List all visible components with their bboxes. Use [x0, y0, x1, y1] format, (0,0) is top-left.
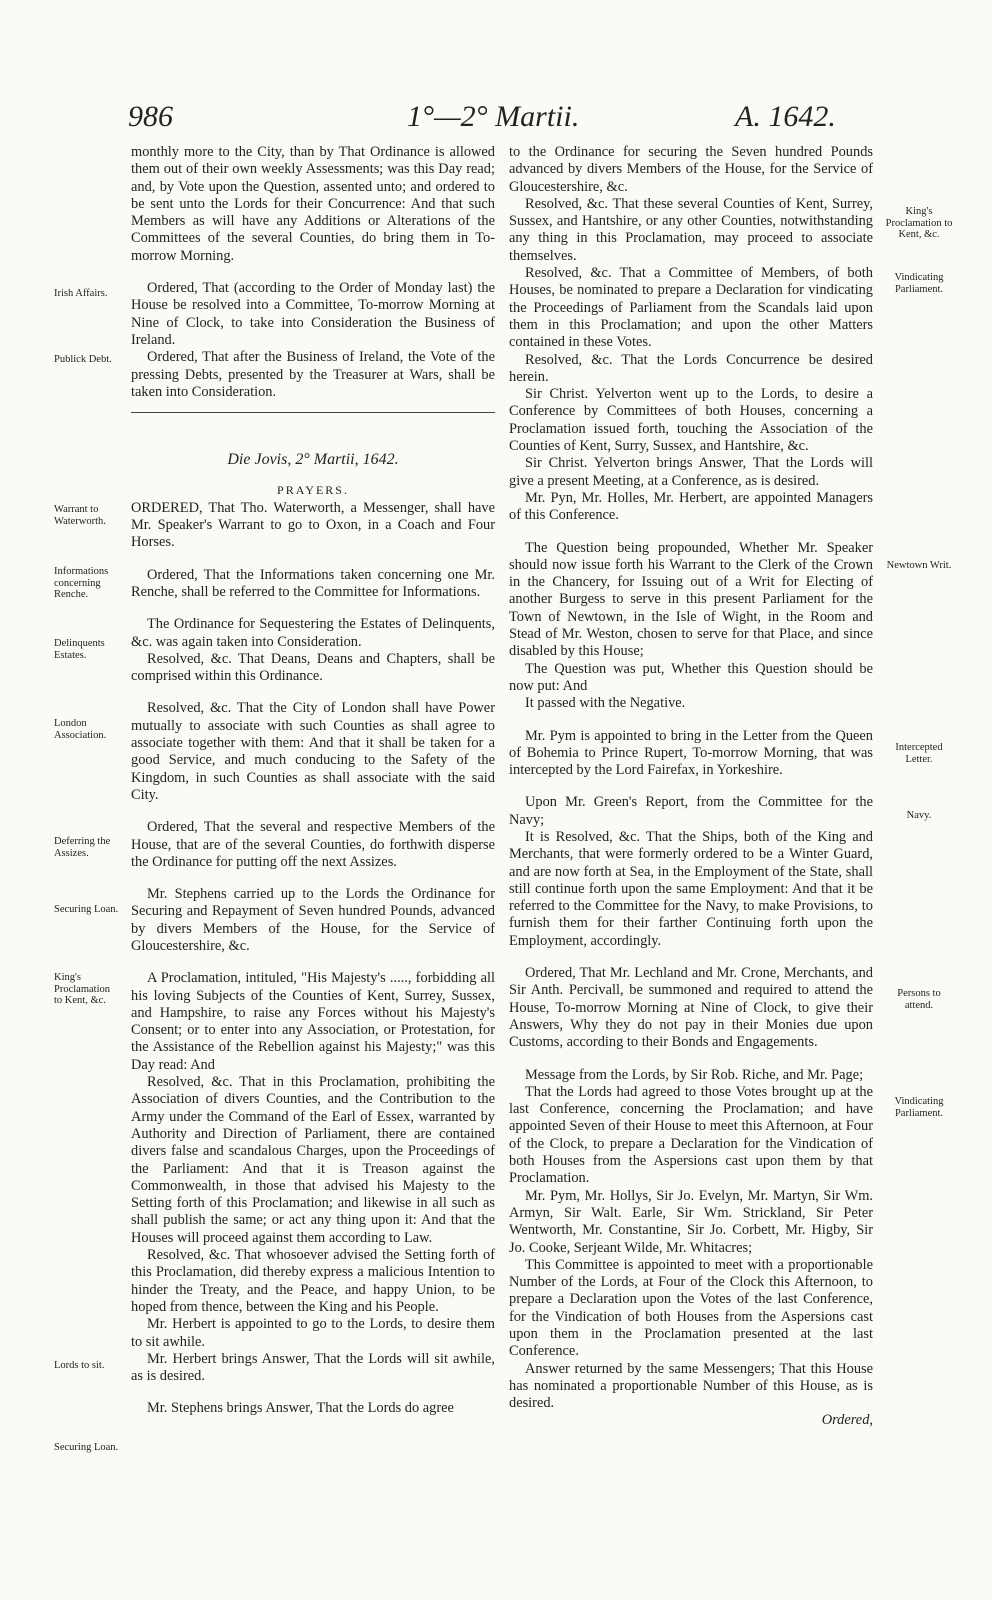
paragraph: to the Ordinance for securing the Seven hundred Pounds advanced by divers Members of the House, for the Service of Gloucestershire, &c. — [509, 144, 873, 195]
paragraph: Mr. Herbert is appointed to go to the Lords, to desire them to sit awhile. — [131, 1316, 495, 1350]
paragraph: Sir Christ. Yelverton went up to the Lords, to desire a Conference by Committees of both Houses, concerning a Proclamation issued forth, touching the Association of the Counties of Kent, Surry, Sussex, and Hantshire, &c. — [509, 386, 873, 455]
paragraph: This Committee is appointed to meet with a proportionable Number of the Lords, at Four of the Clock this Afternoon, to prepare a Declaration upon the Votes of the last Conference, for the Vindication of both Houses from the Aspersions cast upon them in the Proclamation presented at the last Conference. — [509, 1256, 873, 1360]
paragraph: The Question was put, Whether this Question should be now put: And — [509, 660, 873, 694]
page-year: A. 1642. — [735, 100, 836, 133]
paragraph: Ordered, That the several and respective Members of the House, that are of the several Counties, do forthwith disperse the Ordinance for putting off the next Assizes. — [131, 819, 495, 870]
margin-note: King's Proclamation to Kent, &c. — [54, 972, 110, 1006]
margin-note: London Association. — [54, 718, 107, 741]
paragraph: Mr. Pyn, Mr. Holles, Mr. Herbert, are appointed Managers of this Conference. — [509, 489, 873, 524]
margin-note: Lords to sit. — [54, 1360, 105, 1371]
paragraph: Mr. Stephens brings Answer, That the Lords do agree — [147, 1400, 454, 1417]
paragraph: Resolved, &c. That a Committee of Members, of both Houses, be nominated to prepare a Declaration for vindicating the Proceedings of Parliament from the Scandals laid upon them in this Proclamation; and upon the other Matters contained in these Votes. — [509, 265, 873, 351]
paragraph: Resolved, &c. That these several Counties of Kent, Surrey, Sussex, and Hantshire, or any other Counties, notwithstanding any thing in this Proclamation, may proceed to associate themselves. — [509, 195, 873, 264]
paragraph: Mr. Herbert brings Answer, That the Lords will sit awhile, as is desired. — [131, 1350, 495, 1385]
margin-note: Vindicating Parliament. — [894, 1096, 944, 1119]
paragraph: Resolved, &c. That Deans, Deans and Chapters, shall be comprised within this Ordinance. — [131, 650, 495, 685]
page-dates: 1°—2° Martii. — [407, 100, 580, 133]
margin-note: Irish Affairs. — [54, 288, 108, 299]
paragraph: Ordered, That the Informations taken concerning one Mr. Renche, shall be referred to the Committee for Informations. — [131, 566, 495, 600]
paragraph: Upon Mr. Green's Report, from the Committee for the Navy; — [509, 794, 873, 828]
margin-note: Delinquents Estates. — [54, 638, 105, 661]
paragraph: Mr. Stephens carried up to the Lords the Ordinance for Securing and Repayment of Seven hundred Pounds, advanced by divers Members of the House, for the Service of Gloucestershire, &c. — [131, 886, 495, 954]
margin-note: Informations concerning Renche. — [54, 566, 109, 600]
margin-note: Securing Loan. — [54, 1442, 119, 1453]
page-number: 986 — [128, 100, 173, 133]
catchword: Ordered, — [821, 1412, 873, 1429]
prayers-heading: PRAYERS. — [277, 483, 349, 498]
margin-note: Warrant to Waterworth. — [54, 504, 106, 527]
paragraph: Resolved, &c. That whosoever advised the Setting forth of this Proclamation, did thereby express a malicious Intention to hinder the Treaty, and the Peace, and happy Union, to be hoped from thence, between the King and his People. — [131, 1247, 495, 1315]
margin-note: Vindicating Parliament. — [894, 272, 944, 295]
paragraph: The Question being propounded, Whether Mr. Speaker should now issue forth his Warrant to the Clerk of the Crown in the Chancery, for Issuing out of a Writ for Electing of another Burgess to serve in this present Parliament for the Town of Newtown, in the Isle of Wight, in the Room and Stead of Mr. Weston, chosen to serve for that Place, and since disabled by this House; — [509, 539, 873, 660]
paragraph: That the Lords had agreed to those Votes brought up at the last Conference, concerning the Proclamation; and have appointed Seven of their House to meet this Afternoon, at Four of the Clock, to prepare a Declaration for the Vindication of both Houses from the Aspersions cast upon them by that Proclamation. — [509, 1083, 873, 1187]
paragraph: Sir Christ. Yelverton brings Answer, That the Lords will give a present Meeting, at a Conference, as is desired. — [509, 455, 873, 489]
paragraph: The Ordinance for Sequestering the Estates of Delinquents, &c. was again taken into Consideration. — [131, 616, 495, 650]
paragraph: A Proclamation, intituled, "His Majesty's ....., forbidding all his loving Subjects of the Counties of Kent, Surrey, Sussex, and Hampshire, to raise any Forces without his Majesty's Consent; or to enter into any Association, or Protestation, for the Assistance of the Rebellion against his Majesty;" was this Day read: And — [131, 970, 495, 1073]
margin-note: Intercepted Letter. — [895, 742, 943, 765]
margin-note: Deferring the Assizes. — [54, 836, 111, 859]
margin-note: King's Proclamation to Kent, &c. — [885, 206, 953, 240]
paragraph: Answer returned by the same Messengers; That this House has nominated a proportionable Number of this House, as is desired. — [509, 1360, 873, 1412]
paragraph: Message from the Lords, by Sir Rob. Riche, and Mr. Page; — [525, 1066, 864, 1083]
paragraph: ORDERED, That Tho. Waterworth, a Messenger, shall have Mr. Speaker's Warrant to go to Oxon, in a Coach and Four Horses. — [131, 499, 495, 551]
margin-note: Newtown Writ. — [886, 560, 952, 571]
paragraph: Ordered, That (according to the Order of Monday last) the House be resolved into a Committee, To-morrow Morning at Nine of Clock, to take into Consideration the Business of Ireland. — [131, 280, 495, 348]
paragraph: Mr. Pym is appointed to bring in the Letter from the Queen of Bohemia to Prince Rupert, To-morrow Morning, that was intercepted by the Lord Fairefax, in Yorkeshire. — [509, 727, 873, 779]
paragraph: Resolved, &c. That the City of London shall have Power mutually to associate with such Counties as shall agree to associate together with them: And that it shall be taken for a good Service, and much conducing to the Safety of the Kingdom, in such Counties as shall associate with the said City. — [131, 700, 495, 803]
right-column — [509, 144, 873, 1430]
margin-note: Persons to attend. — [897, 988, 941, 1011]
paragraph: monthly more to the City, than by That Ordinance is allowed them out of their own weekly Assessments; was this Day read; and, by Vote upon the Question, assented unto; and ordered to be sent unto the Lords for their Concurrence: And that such Members as will have any Additions or Alterations of the Committees of the several Counties, do bring them in To-morrow Morning. — [131, 144, 495, 264]
paragraph: It passed with the Negative. — [525, 695, 686, 712]
margin-note: Navy. — [906, 810, 932, 821]
section-divider — [131, 412, 495, 413]
paragraph: Resolved, &c. That the Lords Concurrence be desired herein. — [509, 351, 873, 385]
margin-note: Securing Loan. — [54, 904, 119, 915]
paragraph: It is Resolved, &c. That the Ships, both of the King and Merchants, that were formerly ordered to be a Winter Guard, and are now forth at Sea, in the Employment of the State, shall still continue forth upon the same Employment: And that it be referred to the Committee for the Navy, to make Provisions, to furnish them for their farther Continuing forth upon the Employment, accordingly. — [509, 828, 873, 949]
paragraph: Ordered, That Mr. Lechland and Mr. Crone, Merchants, and Sir Anth. Percivall, be summoned and required to attend the House, To-morrow Morning at Nine of Clock, to give their Answers, Why they do not pay in their Monies due upon Customs, according to their Bonds and Engagements. — [509, 965, 873, 1051]
day-heading: Die Jovis, 2° Martii, 1642. — [227, 451, 399, 469]
left-column — [131, 144, 495, 1418]
paragraph: Ordered, That after the Business of Ireland, the Vote of the pressing Debts, presented by the Treasurer at Wars, shall be taken into Consideration. — [131, 349, 495, 400]
margin-note: Publick Debt. — [54, 354, 112, 365]
paragraph: Resolved, &c. That in this Proclamation, prohibiting the Association of divers Counties, and the Contribution to the Army under the Command of the Earl of Essex, warranted by Authority and Direction of Parliament, there are contained divers false and scandalous Charges, upon the Proceedings of the Parliament: And that it is Treason against the Commonwealth, in those that advised his Majesty to the Setting forth of this Proclamation; and likewise in all such as shall publish the same; or act any thing upon it: And that the Houses will proceed against them according to Law. — [131, 1074, 495, 1246]
paragraph: Mr. Pym, Mr. Hollys, Sir Jo. Evelyn, Mr. Martyn, Sir Wm. Armyn, Sir Walt. Earle, Sir Wm. Strickland, Sir Peter Wentworth, Mr. Constantine, Sir Jo. Corbett, Mr. Higby, Sir Jo. Cooke, Serjeant Wilde, Mr. Whitacres; — [509, 1187, 873, 1256]
